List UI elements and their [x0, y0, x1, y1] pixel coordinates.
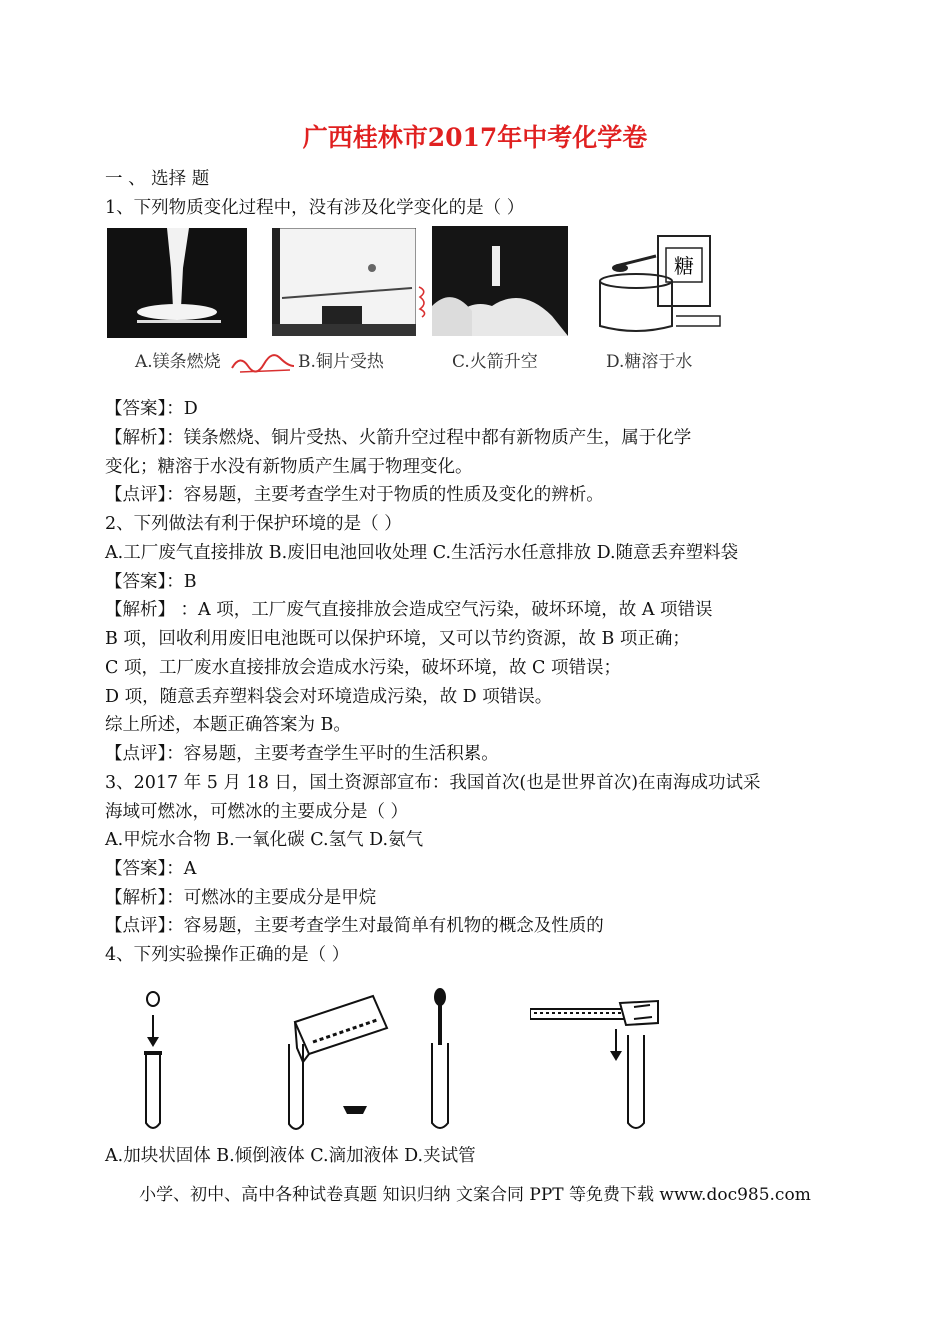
q3-comment: 【点评】：容易题，主要考查学生对最简单有机物的概念及性质的 [105, 916, 604, 936]
q3-stem-line2: 海域可燃冰，可燃冰的主要成分是（ ） [105, 802, 409, 822]
footer-text: 小学、初中、高中各种试卷真题 知识归纳 文案合同 PPT 等免费下载 www.doc985.com [139, 1185, 811, 1205]
caption-a: A.镁条燃烧 [135, 352, 221, 372]
caption-c: C.火箭升空 [452, 352, 538, 372]
q2-stem: 2、下列做法有利于保护环境的是（ ） [105, 514, 402, 534]
q2-analysis-line: 【解析】 ：A 项，工厂废气直接排放会造成空气污染，破坏环境，故 A 项错误 [105, 600, 713, 620]
caption-b: B.铜片受热 [298, 352, 384, 372]
q1-comment: 【点评】：容易题，主要考查学生对于物质的性质及变化的辨析。 [105, 485, 604, 505]
sugar-box-label: 糖 [674, 254, 694, 278]
q3-stem-line1: 3、2017 年 5 月 18 日，国土资源部宣布：我国首次(也是世界首次)在南海成功试采 [105, 773, 761, 793]
q2-analysis-line: B 项，回收利用废旧电池既可以保护环境，又可以节约资源，故 B 项正确； [105, 629, 690, 649]
caption-d: D.糖溶于水 [606, 352, 693, 372]
q1-stem: 1、下列物质变化过程中，没有涉及化学变化的是（ ） [105, 198, 525, 218]
red-scribble-mark [230, 348, 298, 376]
document-title: 广西桂林市2017年中考化学卷 [302, 123, 648, 152]
section-heading: 一 、 选择 题 [105, 169, 210, 189]
q1-analysis-line2: 变化；糖溶于水没有新物质产生属于物理变化。 [105, 457, 473, 477]
q2-summary: 综上所述，本题正确答案为 B。 [105, 715, 351, 735]
sugar-dissolving-image [596, 226, 726, 338]
q2-answer: 【答案】：B [105, 572, 197, 592]
copper-heating-image [272, 228, 416, 336]
pour-liquid-image [283, 992, 393, 1142]
q4-stem: 4、下列实验操作正确的是（ ） [105, 945, 350, 965]
q2-options: A.工厂废气直接排放 B.废旧电池回收处理 C.生活污水任意排放 D.随意丢弃塑料袋 [105, 543, 739, 563]
q4-options: A.加块状固体 B.倾倒液体 C.滴加液体 D.夹试管 [105, 1146, 476, 1166]
q2-comment: 【点评】：容易题，主要考查学生平时的生活积累。 [105, 744, 499, 764]
clamp-test-tube-image [530, 995, 670, 1135]
q1-analysis-line1: 【解析】：镁条燃烧、铜片受热、火箭升空过程中都有新物质产生，属于化学 [105, 428, 692, 448]
q3-options: A.甲烷水合物 B.一氧化碳 C.氢气 D.氨气 [105, 830, 424, 850]
drop-liquid-image [424, 985, 464, 1135]
q2-analysis-line: C 项，工厂废水直接排放会造成水污染，破坏环境，故 C 项错误； [105, 658, 621, 678]
red-scribble-mark-2 [416, 283, 432, 319]
q2-analysis-line: D 项，随意丢弃塑料袋会对环境造成污染，故 D 项错误。 [105, 687, 553, 707]
q3-answer: 【答案】：A [105, 859, 197, 879]
q1-answer: 【答案】：D [105, 399, 198, 419]
rocket-launch-image [432, 226, 568, 336]
magnesium-burning-image [107, 228, 247, 338]
add-solid-test-tube-image [130, 985, 180, 1135]
q3-analysis: 【解析】：可燃冰的主要成分是甲烷 [105, 888, 377, 908]
